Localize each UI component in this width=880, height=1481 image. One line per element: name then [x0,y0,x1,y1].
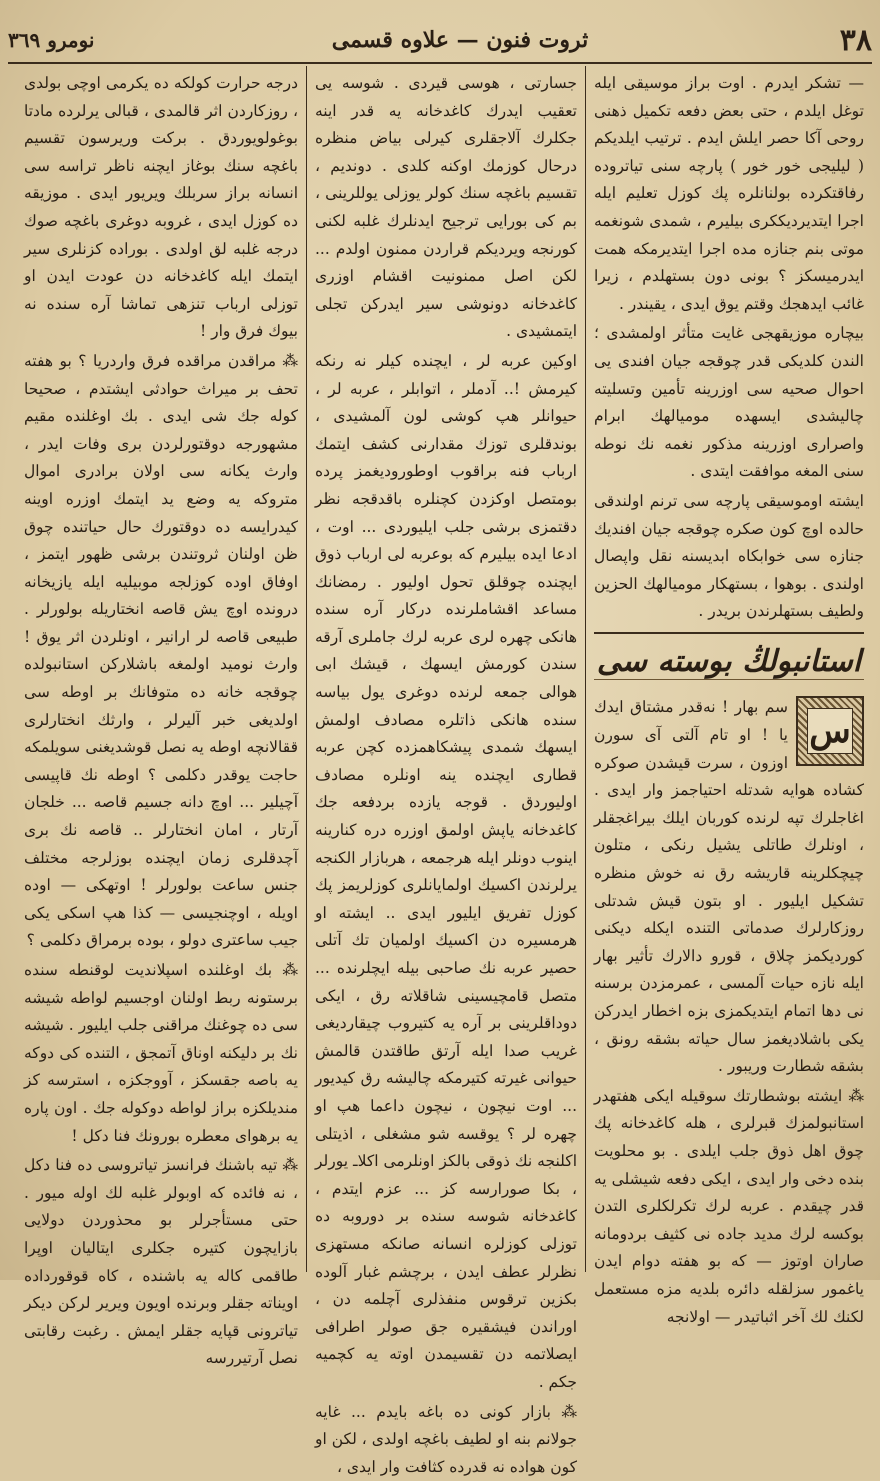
initial-letter: س [807,708,853,754]
section-title: استانبولڭ بوسته سى [594,648,864,681]
paragraph: ايشته اوموسيقى پارچه سى ترنم اولندقى حالده اوچ كون صكره چوقجه جيان افنديك جنازه سى خوابكاه ابديسنه نقل واپصال اولندى . بوهوا ، بستهكار موميالهك الحزين ولطيف بستهلرندن بريدر . [594,488,864,626]
journal-title: ثروت فنون — علاوه قسمی [168,27,752,53]
page-number: ٣٨ [752,23,872,58]
paragraph: ⁂ بازار كونى ده باغه بايدم ... غايه جولانم بنه او لطيف باغچه اولدى ، لكن او كون هواده نه قدرده كثافت وار ايدى ، [315,1399,577,1481]
paragraph: درجه حرارت كولكه ده يكرمى اوچى بولدى ، روزكاردن اثر قالمدى ، قبالى يرلرده مادتا بوغولويوردق . بركت وريرسون تقسيم باغچه سنك بوغاز ايچنه ناظر تراسه سى انسانه براز سربلك ويريور ايدى . موزيقه ده كوزل ايدى ، غروبه دوغرى باغچه صوك درجه غلبه لق اولدى . بوراده كزنلرى سير ايتمك ايله كاغدخانه دن عودت ايدن او توزلى ارباب تنزهى تماشا آره سنده نه بيوك فرق وار ! [24,70,298,346]
section-divider [594,632,864,634]
paragraph: اوكين عربه لر ، ايچنده كيلر نه رنكه كيرمش !.. آدملر ، اتوابلر ، عربه لر ، حيوانلر هپ كوشى لون آلمشيدى ، بوندقلرى توزك مقدارنى كشف ايتمك ارباب فنه براقوب اوطوروديغمز پرده بومتصل اوكزدن كچنلره باقدقجه نظر دقتمزى برشى جلب ايليوردى ... اوت ، ادعا ايده بيليرم كه بوعربه لى ارباب ذوق ايچنده چوقلق تحول اوليور . رمضانك مساعد اقشاملرنده دركار آره سنده هانكى چهره لرى عربه لرك جاملرى آرقه سندن كورمش ايسهك ، قيشك ابى هوالى جمعه لرنده دوغرى يول بياسه سنده هانكى ذاتلره مصادف اولمش ايسهك شمدى پيشكاهمزده كچن عربه قطارى ايچنده ينه اونلره مصادف اوليوردق . قوجه يازده بردفعه جك كاغدخانه ياپش اولمق اوزره دره كنارينه اينوب دونلر ايله هرجمعه ، هربازار الكنجه يرلرندن اكسيك اولمايانلرى كوزلريمز پك كوزل تفريق ايليور ايدى .. ايشته او هرمسيره دن اكسيك اولميان تك آتلى حصير عربه نك صاحبى بيله ايچلرنده ... متصل قامچيسينى شاقلاته رق ، ايكى دوداقلرينى بر آره يه كتيروب چيقارديغى غريب صدا ايله آرتق طاقتدن قالمش حيوانى غيرته كتيرمكه چاليشه رق كيديور ... اوت نيچون ، نيچون داعما هپ او چهره لر ؟ يوقسه شو مشغلى ، اذيتلى اكلنجه نك ذوقى بالكز اونلرمى اكلاـ يورلر ، بكا صورارسه كز ... عزم ايتدم ، كاغدخانه شوسه سنده بر دوروبه ده توزلى كوزلره انسانه صانكه مستهزى نظرلر عطف ايدن ، برچشم غبار آلوده بكزين ترقوس منفذلرى آچلمه دن ، اوراندن فيشقيره جق صولر اطرافى ايصلاتمه دن تقسيمدن اوته يه كچميه جكم . [315,348,577,1397]
issue-number: نومرو ٣٦٩ [8,28,168,52]
column-middle [306,66,586,1272]
paragraph: بيچاره موزيقهجى غايت متأثر اولمشدى ؛ الندن كلديكى قدر چوقجه جيان افندى يى احوال صحيه سى اوزرينه تأمين وتسليته چاليشدى ايسهده موميالهك ابرام واصرارى اوزرينه مذكور نغمه نك نوطه سنى المغه موافقت ايتدى . [594,320,864,486]
text-columns [8,66,872,1272]
paragraph: ⁂ مراقدن مراقده فرق واردريا ؟ بو هفته تحف بر ميراث حوادثى ايشتدم ، صحيحا كوله جك شى ايدى . بك اوغلنده مقيم مشهورجه دوقتورلردن برى وفات ايدر ، وارث يكانه سى اولان برادرى اموال متروكه يه وضع يد ايتمك اوزره اوينه كيدرايسه ده دوقتورك حال حياتنده چوق ظن اولنان ثروتندن برشى ظهور ايتمز ، اوفاق اوده كوزلجه موبيليه ايله يازيخانه درونده اوچ يش قاصه انختاريله بولورلر . طبيعى قاصه لر ارانير ، اونلردن اثر يوق ! وارث نوميد اولمغه باشلاركن استانبولده چوقجه خانه ده متوفانك بر اوطه سى اولديغى خبر آليرلر ، وارثك انختارلرى ققالانچه اوطه يه نصل قوشديغنى سويلمكه حاجت يوقدر دكلمى ؟ اوطه نك قاپيسى آچيلير ... اوچ دانه جسيم قاصه ... خلجان آرتار ، امان انختارلر .. قاصه نك برى آچدقلرى زمان ايچنده بوزلرجه مختلف جنس ساعت بولورلر ! اوتهكى — اوده اويله ، اوچنجيسى — كذا هپ اسكى يكى جيب ساعترى دولو ، بوده برمراق دكلمى ؟ [24,348,298,955]
paragraph: ⁂ تيه باشنك فرانسز تياتروسى ده فنا دكل ، نه فائده كه اوبولر غلبه لك اوله ميور . حتى مستأجرلر بو محذوردن دولايى بازايچون كتيره جكلرى ايتاليان اوپرا طاقمى كاله يه باشنده ، كاه قوقورداده اويناته جقلر وبرنده اويون ويرير لركن ديكر تياترونى قپايه جقلر ايمش . رغبت رقابتى نصل آرتيررسه [24,1152,298,1373]
page-header [8,18,872,64]
paragraph: — تشكر ايدرم . اوت براز موسيقى ايله توغل ايلدم ، حتى بعض دفعه تكميل ذهنى روحى آكا حصر ايلش ايدم . ترتيب ايلديكم ( ليليجى خور خور ) پارچه سنى تياتروده رفاقتكرده بولنانلره پك كوزل تعليم ايله اجرا ايتديرديككرى بيليرم ، شمدى شونغمه موتى بنم جنازه مده اجرا ايتديرمكه همت ايدرميسكز ؟ بونى دون بستهلدم ، زيرا غائب ايدهجك وقتم يوق ايدى ، يقيندر . [594,70,864,318]
paragraph: سم بهار ! نەقدر مشتاق ايدك يا ! او تام آلتى آى سورن اوزون ، سرت قيشدن صوكره كشاده هوايه شدتله احتياجمز وار ايدى . اغاجلرك تپه لرنده كوربان ايلك بيراغجقلر ، اونلرك طاتلى يشيل رنكى ، متلون چيچكلرينه قاريشه رق نه خوش منظره تشكيل ايليور . او بتون قيش شدتلى روزكارلرك صدماتى التنده ايكله ديكنى كورديكمز چلاق ، قورو دالارك تأثير بهار ايله نازه حيات آلمسى ، عمرمزدن برسنه نى دها اتمام ايتديكمزى بزه اخطار ايدركن يكى باشلاديغمز سال حياته بشقه رونق ، بشقه شطارت وريبور . [594,694,864,1080]
decorative-initial [796,696,864,766]
column-right [586,66,872,1272]
column-left [16,66,306,1272]
paragraph: ⁂ بك اوغلنده اسپلانديت لوقنطه سنده برستونه ربط اولنان اوجسيم لواطه شيشه سى ده چوغنك مراقنى جلب ايليور . شيشه نك بر دليكنه اوناق آتمجق ، التنده كى دوكه يه باصه جقسكز ، آووجكزه ، استرسه كز منديلكزه براز لواطه دوكوله جك . اون پاره يه برهواى معطره بورونك فنا دكل ! [24,957,298,1150]
paragraph: ⁂ ايشته بوشطارتك سوقيله ايكى هفتهدر استانبولمزك قبرلرى ، هله كاغدخانه پك چوق اهل ذوق جلب ايلدى . بو محلويت بنده دخى وار ايدى ، ايكى دفعه شيشلى يه قدر چيقدم . عربه لرك تكرلكلرى التدن بوكسه لرك مديد جاده نى كثيف بردومانه صاران اوتوز — كه بو هفته دوام ايدن ياغمور سزلقله دائره بلديه مزه مستعمل لكنك لك آخر اثباتيدر — اولانجه [594,1083,864,1331]
paragraph: جسارتى ، هوسى قيردى . شوسه يى تعقيب ايدرك كاغدخانه يه قدر اينه جكلرك آلاجقلرى كيرلى بياض منظره درحال كوزمك اوكنه كلدى . دونديم ، تقسيم باغچه سنك كولر يوزلى يوللرينى ، بم كى بورايى ترجيح ايدنلرك غلبه لكنى كورنجه ويرديكم قراردن ممنون اولدم ... لكن اصل ممنونيت اقشام اوزرى كاغدخانه دونوشى سير ايدركن تجلى ايتمشيدى . [315,70,577,346]
